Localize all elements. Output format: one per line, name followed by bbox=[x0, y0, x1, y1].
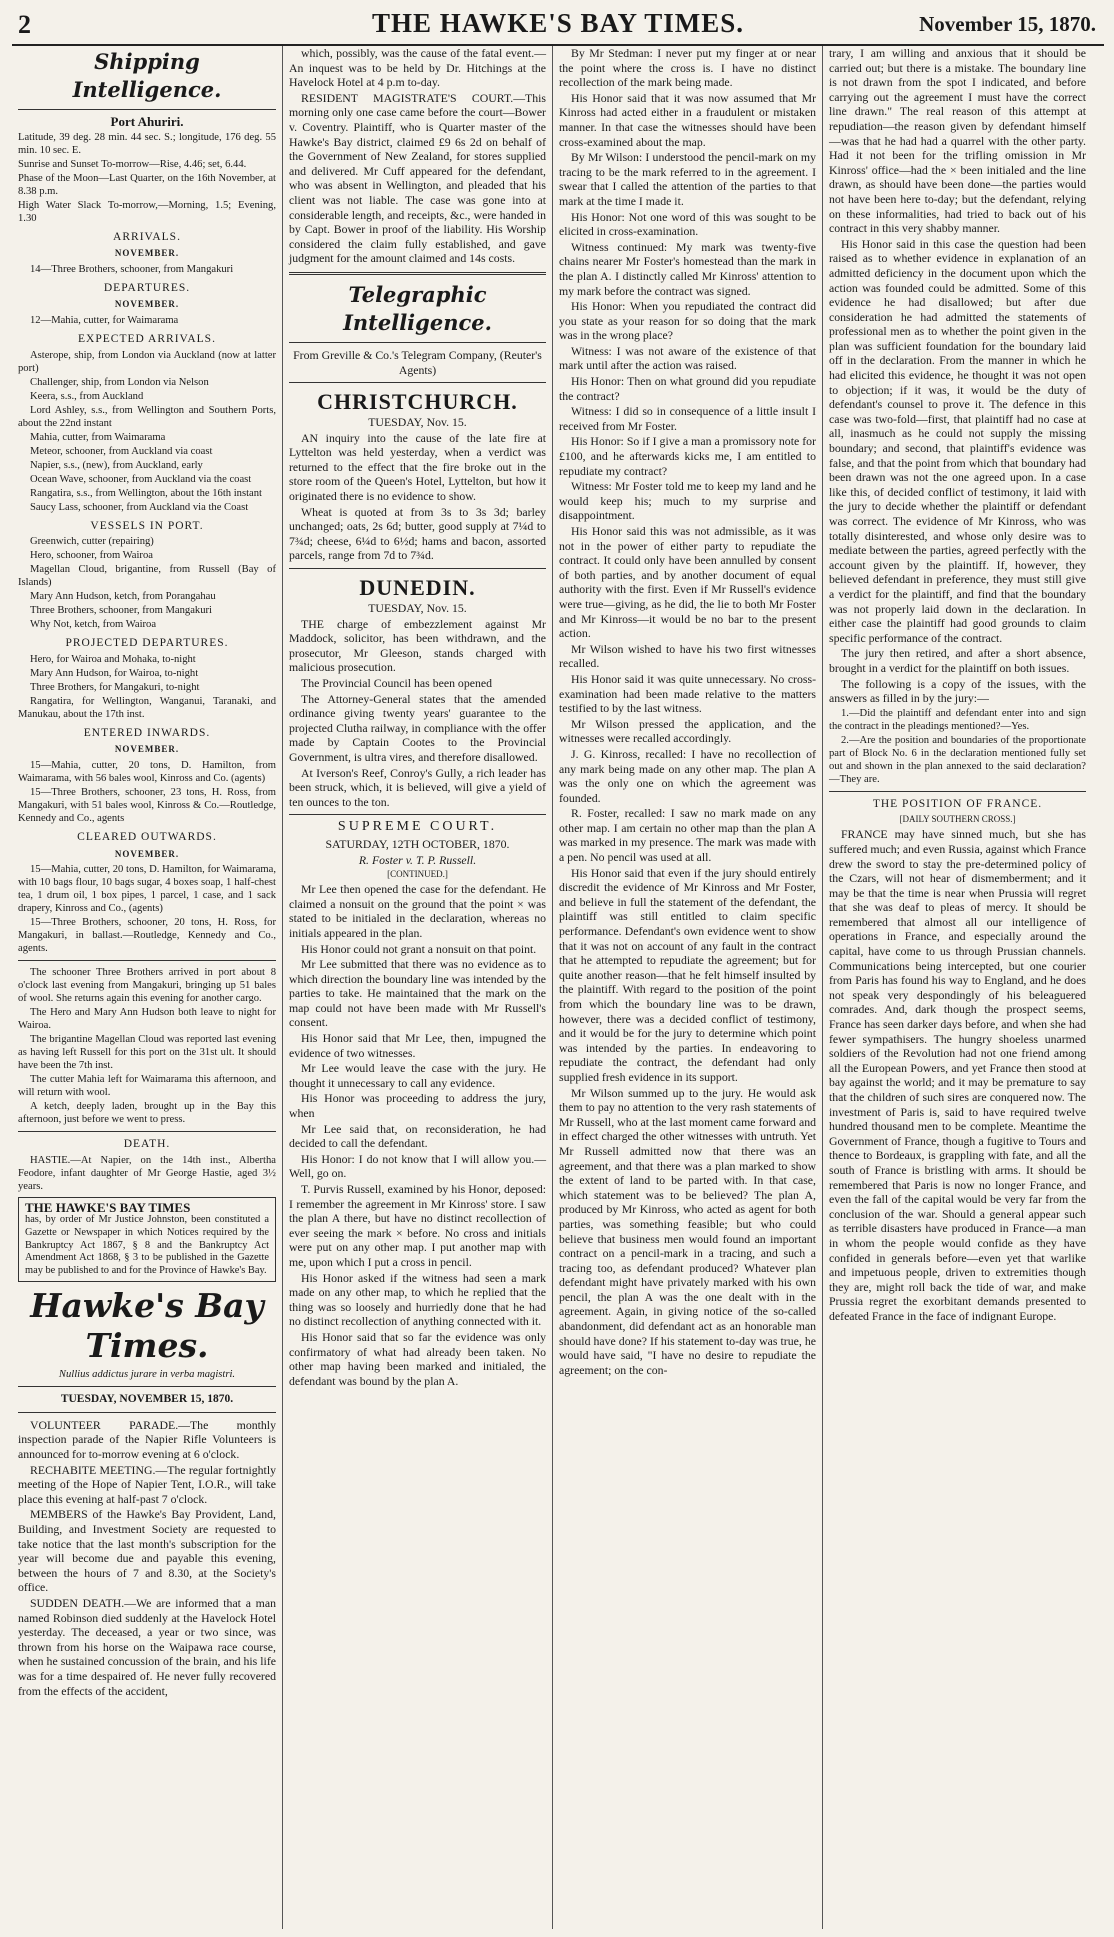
list-item: Asterope, ship, from London via Auckland (now at latter port) bbox=[18, 349, 276, 374]
court-paragraph: Mr Wilson pressed the application, and the witnesses were recalled accordingly. bbox=[559, 716, 816, 746]
news-paragraph: which, possibly, was the cause of the fatal event.—An inquest was to be held by Dr. Hitchings at the Havelock Hotel at 4 p.m to-day. bbox=[289, 46, 546, 90]
list-item: Hero, for Wairoa and Mohaka, to-night bbox=[30, 653, 196, 665]
continued-label: [CONTINUED.] bbox=[387, 869, 448, 880]
list-item: Mary Ann Hudson, for Wairoa, to-night bbox=[30, 667, 199, 679]
list-item: Three Brothers, for Mangakuri, to-night bbox=[30, 681, 200, 693]
court-paragraph: The jury then retired, and after a short absence, brought in a verdict for the plaintiff on both issues. bbox=[829, 646, 1086, 675]
high-water: High Water Slack To-morrow,—Morning, 1.5; Evening, 1.30 bbox=[18, 199, 276, 224]
list-item: Hero, schooner, from Wairoa bbox=[30, 550, 153, 562]
court-paragraph: By Mr Wilson: I understood the pencil-mark on my tracing to be the mark referred to in the agreement. I swear that I called the attention of the parties to that mark at the time I made it. bbox=[559, 150, 816, 208]
projected-heading: PROJECTED DEPARTURES. bbox=[65, 637, 229, 650]
news-paragraph: RECHABITE MEETING.—The regular fortnightly meeting of the Hope of Napier Tent, I.O.R., will take place this evening at half-past 7 o'clock. bbox=[18, 1462, 276, 1506]
court-paragraph: Mr Lee then opened the case for the defendant. He claimed a nonsuit on the ground that the point × was stated to be initialed in the declaration, whereas no initials appeared in the plan. bbox=[289, 882, 546, 940]
column-2 bbox=[282, 46, 552, 1929]
court-paragraph: His Honor: So if I give a man a promissory note for £100, and he afterwards kicks me, I am entitled to repudiate my contract? bbox=[559, 434, 816, 478]
cleared-month: NOVEMBER. bbox=[114, 848, 180, 859]
arrivals-heading: ARRIVALS. bbox=[113, 230, 181, 243]
gazette-notice-title: THE HAWKE'S BAY TIMES bbox=[25, 1199, 191, 1215]
paper-title: Hawke's Bay Times. bbox=[30, 1286, 264, 1366]
jury-issue: 1.—Did the plaintiff and defendant enter into and sign the contract in the pleadings mentioned?—Yes. bbox=[829, 707, 1086, 732]
news-paragraph: RESIDENT MAGISTRATE'S COURT.—This morning only one case came before the court—Bower v. Coventry. Plaintiff, who is Quarter master of the Hawke's Bay district, claimed £9 6s 2d on behalf of the Government of New Zealand, for stores supplied and delivered. Mr Cuff appeared for the defendant, who was absent in Wellington, and pleaded that his client was not liable. The case was gone into at considerable length, and receipts, &c., were handed in by Capt. Bower in proof of the liability. His Worship considered the claim fully established, and gave judgment for the amount claimed and 14s costs. bbox=[289, 90, 546, 266]
jury-issue: 2.—Are the position and boundaries of the proportionate part of Block No. 6 in the declaration mentioned fully set out and shown in the plan annexed to the said declaration?—They are. bbox=[829, 734, 1086, 785]
supreme-court-heading: SUPREME COURT. bbox=[337, 819, 498, 835]
court-paragraph: By Mr Stedman: I never put my finger at or near the point where the cross is. I have no distinct recollection of the mark being made. bbox=[559, 46, 816, 90]
sunrise: Sunrise and Sunset To-morrow—Rise, 4.46; set, 6.44. bbox=[18, 158, 247, 170]
court-paragraph: The following is a copy of the issues, with the answers as filled in by the jury:— bbox=[829, 676, 1086, 706]
death-notice: HASTIE.—At Napier, on the 14th inst., Albertha Feodore, infant daughter of Mr George Hastie, aged 3½ years. bbox=[18, 1154, 276, 1192]
news-paragraph: Wheat is quoted at from 3s to 3s 3d; barley unchanged; oats, 2s 6d; butter, good supply at 7¼d to 7¾d; cheese, 6¼d to 6½d; hams and bacon, assorted parcels, range from 7d to 7¾d. bbox=[289, 504, 546, 563]
departures-month: NOVEMBER. bbox=[114, 299, 180, 310]
news-paragraph: AN inquiry into the cause of the late fire at Lyttelton was held yesterday, when a verdict was returned to the effect that the fire broke out in the store room of the Queen's Hotel, Lyttelton, but how it originated there is no evidence to show. bbox=[289, 430, 546, 504]
port-heading: Port Ahuriri. bbox=[110, 114, 184, 129]
column-1 bbox=[12, 46, 282, 1929]
france-heading: THE POSITION OF FRANCE. bbox=[872, 797, 1043, 810]
list-item: 15—Mahia, cutter, 20 tons, D. Hamilton, from Waimarama, with 56 bales wool, Kinross and Co. (agents) bbox=[18, 759, 276, 784]
arrivals-month: NOVEMBER. bbox=[114, 248, 180, 259]
editorial-date: TUESDAY, NOVEMBER 15, 1870. bbox=[60, 1393, 234, 1406]
court-paragraph: His Honor asked if the witness had seen a mark made on any other map, to which he replied that the thing was so loosely and hurriedly done that he had no distinct recollection of anything connected with it. bbox=[289, 1270, 546, 1329]
departures-heading: DEPARTURES. bbox=[103, 281, 191, 294]
news-paragraph: THE charge of embezzlement against Mr Maddock, solicitor, has been withdrawn, and the prosecutor, Mr Gleeson, stands charged with malicious prosecution. bbox=[289, 616, 546, 675]
list-item: Rangatira, s.s., from Wellington, about the 16th instant bbox=[30, 487, 262, 499]
court-paragraph: T. Purvis Russell, examined by his Honor, deposed: I remember the agreement in Mr Kinross' store. I saw the plan A there, but have no distinct recollection of ever seeing the mark × before. No cross and initials were put on any other map. I put another map with me, upon which I put a cross in pencil. bbox=[289, 1182, 546, 1269]
latitude: Latitude, 39 deg. 28 min. 44 sec. S.; longitude, 176 deg. 55 min. 10 sec. E. bbox=[18, 131, 276, 156]
court-paragraph: His Honor: Not one word of this was sought to be elicited in cross-examination. bbox=[559, 209, 816, 239]
shipping-note: The Hero and Mary Ann Hudson both leave to night for Wairoa. bbox=[18, 1007, 276, 1032]
newspaper-title: THE HAWKE'S BAY TIMES. bbox=[371, 8, 745, 38]
france-article: FRANCE may have sinned much, but she has suffered much; and even Russia, against which France drew the sword to stay the pre-determined policy of the Czars, will not hear of dismemberment; and it may be that the time is near when Prussia will regret that she was deaf to pleas of mercy. It should be remembered that almost all our intelligence of operations in France, and especially around the capital, have come to us through Prussian channels. Communications being intercepted, but one courier from Paris has found his way to England, and he does not speak very despondingly of his beleaguered comrades. And, dark though the prospect seems, France has seen darker days before, and when she had fewer sympathisers. The hungry shoeless unarmed soldiers of the Revolution had not one friend among all the European Powers, and yet France then stood at bay against the world; and it may be premature to say that the children of such sires are conquered now. The investment of Paris is, said to have required twelve hundred thousand men to be complete. Meantime the Government of France, though a fugitive to Tours and thence to Bordeaux, is grappling with fate, and all the south of France is bristling with arms. It should be remembered that Paris is now no longer France, and even the fall of the capital would be very far from the conclusion of the war. Should a general appear such as terrible disasters have produced in France—a man in whom the people would confide as they have confided in generals before—even yet that warlike and impetuous people, driven to extremities though they are, might roll back the tide of war, and make Prussia regret the exorbitant demands presented to defeated France in the face of indignant Europe. bbox=[829, 827, 1086, 1323]
court-paragraph: Mr Lee would leave the case with the jury. He thought it unnecessary to call any evidence. bbox=[289, 1061, 546, 1090]
dunedin-heading: DUNEDIN. bbox=[359, 575, 476, 601]
court-paragraph: His Honor said that even if the jury should entirely discredit the evidence of Mr Kinross and Mr Foster, and believe in full the statement of the defendant, the plaintiff was still entitled to claim specific performance. Defendant's own evidence went to show that it was not on account of any fault in the contract that he attempted to repudiate the agreement; but for quite another reason—that he felt himself insulted by the plaintiff. With regard to the position of the point from which the boundary line was to be drawn, however, there was a decided conflict of testimony, and it would be for the jury to determine which point was intended by the parties. In endeavoring to repudiate the contract, the defendant had only supplied fresh evidence in its support. bbox=[559, 865, 816, 1084]
court-paragraph: His Honor said that it was now assumed that Mr Kinross had acted either in a fraudulent or mistaken manner. In that case the witnesses should have been cross-examined about the map. bbox=[559, 90, 816, 149]
court-paragraph: His Honor: I do not know that I will allow you.—Well, go on. bbox=[289, 1151, 546, 1181]
court-paragraph: His Honor said that Mr Lee, then, impugned the evidence of two witnesses. bbox=[289, 1031, 546, 1060]
list-item: Why Not, ketch, from Wairoa bbox=[30, 619, 157, 631]
moon-phase: Phase of the Moon—Last Quarter, on the 16th November, at 8.38 p.m. bbox=[18, 172, 276, 197]
court-paragraph: Mr Wilson wished to have his two first witnesses recalled. bbox=[559, 641, 816, 671]
departures-entry: 12—Mahia, cutter, for Waimarama bbox=[30, 314, 179, 326]
news-paragraph: The Provincial Council has been opened bbox=[301, 676, 492, 690]
list-item: Mary Ann Hudson, ketch, from Porangahau bbox=[30, 591, 216, 603]
court-paragraph: J. G. Kinross, recalled: I have no recollection of any mark being made on any other map. The plan A was the only one on which the agreement was founded. bbox=[559, 746, 816, 805]
christchurch-heading: CHRISTCHURCH. bbox=[317, 389, 518, 415]
court-paragraph: Witness continued: My mark was twenty-five chains nearer Mr Foster's homestead than the mark in the plan A. I distinctly called Mr Kinross' attention to my mark before the contract was signed. bbox=[559, 239, 816, 298]
court-paragraph: His Honor said it was quite unnecessary. No cross-examination had been made relative to the matters testified to by the last witness. bbox=[559, 671, 816, 716]
list-item: Keera, s.s., from Auckland bbox=[30, 390, 144, 402]
list-item: Lord Ashley, s.s., from Wellington and Southern Ports, about the 22nd instant bbox=[18, 404, 276, 429]
gazette-notice-text: has, by order of Mr Justice Johnston, been constituted a Gazette or Newspaper in which Notices required by the Bankruptcy Act 1867, § 8 and the Bankruptcy Act Amendment Act 1868, § 3 to be published in the Gazette may be published to and for the Province of Hawke's Bay. bbox=[25, 1214, 269, 1276]
news-paragraph: VOLUNTEER PARADE.—The monthly inspection parade of the Napier Rifle Volunteers is announced for to-morrow evening at 6 o'clock. bbox=[18, 1417, 276, 1462]
court-paragraph: Witness: Mr Foster told me to keep my land and he would keep his; much to my surprise and disappointment. bbox=[559, 479, 816, 523]
court-paragraph: trary, I am willing and anxious that it should be carried out; but there is a mistake. The boundary line is not drawn from the spot I indicated, and before carrying out the agreement I must have the correct line drawn." The real reason of this attempt at repudiation—the reason given by defendant himself—was that he had had a quarrel with the other party. Had it not been for the trifling omission in Mr Kinross' office—had the × been initialed and the line drawn, as should have been done—the parties would not have been here to-day; but the defendant, relying on these informalities, had tried to back out of his contract in this very shabby manner. bbox=[829, 46, 1086, 236]
news-paragraph: The Attorney-General states that the amended ordinance giving twenty years' guarantee to the projected Clutha railway, in compliance with the offer made by Captain Cootes to the Provincial Government, is ultra vires, and therefore disallowed. bbox=[289, 691, 546, 764]
arrivals-entry: 14—Three Brothers, schooner, from Mangakuri bbox=[30, 263, 234, 275]
list-item: 15—Three Brothers, schooner, 23 tons, H. Ross, from Mangakuri, with 51 bales wool, Kinross & Co.—Routledge, Kennedy and Co., agents bbox=[18, 786, 276, 824]
france-source: [DAILY SOUTHERN CROSS.] bbox=[899, 814, 1016, 825]
motto: Nullius addictus jurare in verba magistri. bbox=[58, 1369, 236, 1381]
column-3 bbox=[552, 46, 822, 1929]
court-paragraph: His Honor said in this case the question had been raised as to whether evidence in explanation of an admitted deficiency in the document upon which the action was founded could be admitted. Some of this evidence he had disallowed; but after due consideration he had admitted the statements of professional men as to whether the point given in the plan was sufficient foundation for the boundary laid off in the declaration. From the manner in which he had elicited this evidence, he thought it was not open to objection; if it was, it would be the duty of defendant's counsel to prove it. The defence in this case was two-fold—first, that plaintiff had no case at all, inasmuch as he could not supply the missing boundary; and second, that plaintiff's evidence was false, and that the point from which that boundary had been drawn was not the one agreed upon. In a case like this, of decided conflict of testimony, it laid with the jury to decide whether the plaintiff or defendant was correct. The evidence of Mr Kinross, who was totally disinterested, and whose only desire was to mediate between the parties, agreed perfectly with the account given by the plaintiff. If, however, they believed defendant in preference, they must still give a verdict for the plaintiff, and find that the boundary was not properly laid down in the declaration. In either case the plaintiff had good grounds to claim specific performance of the contract. bbox=[829, 236, 1086, 645]
shipping-note: The cutter Mahia left for Waimarama this afternoon, and will return with wool. bbox=[18, 1074, 276, 1099]
court-date: SATURDAY, 12TH OCTOBER, 1870. bbox=[325, 836, 510, 851]
list-item: Challenger, ship, from London via Nelson bbox=[30, 376, 209, 388]
list-item: Saucy Lass, schooner, from Auckland via the Coast bbox=[30, 501, 249, 513]
court-paragraph: R. Foster, recalled: I saw no mark made on any other map. I am certain no other map than the plan A was marked in my presence. The mark was made with a pen. No pencil was used at all. bbox=[559, 806, 816, 865]
court-paragraph: His Honor was proceeding to address the jury, when bbox=[289, 1091, 546, 1121]
shipping-note: The schooner Three Brothers arrived in port about 8 o'clock last evening from Mangakuri, bringing up 51 bales of wool. She returns again this evening for another cargo. bbox=[18, 967, 276, 1005]
case-name: R. Foster v. T. P. Russell. bbox=[358, 852, 477, 867]
court-paragraph: Mr Lee said that, on reconsideration, he had decided to call the defendant. bbox=[289, 1121, 546, 1151]
issue-date: November 15, 1870. bbox=[919, 12, 1096, 36]
dunedin-date: TUESDAY, Nov. 15. bbox=[368, 601, 467, 616]
expected-heading: EXPECTED ARRIVALS. bbox=[78, 332, 216, 345]
gazette-notice bbox=[18, 1197, 276, 1283]
list-item: Napier, s.s., (new), from Auckland, early bbox=[30, 459, 203, 471]
list-item: Mahia, cutter, from Waimarama bbox=[30, 431, 166, 443]
page-number: 2 bbox=[18, 10, 31, 39]
list-item: Meteor, schooner, from Auckland via coast bbox=[30, 445, 213, 457]
cleared-heading: CLEARED OUTWARDS. bbox=[77, 830, 217, 843]
court-paragraph: His Honor: When you repudiated the contract did you state as your reason for so doing that the mark was in the wrong place? bbox=[559, 299, 816, 343]
court-paragraph: His Honor said that so far the evidence was only confirmatory of what had already been taken. No other map having been marked and initialed, the defendant was bound by the plan A. bbox=[289, 1329, 546, 1388]
list-item: Magellan Cloud, brigantine, from Russell (Bay of Islands) bbox=[18, 564, 276, 589]
vessels-heading: VESSELS IN PORT. bbox=[90, 519, 204, 532]
court-paragraph: Mr Wilson summed up to the jury. He would ask them to pay no attention to the very rash statements of Mr Russell, who at the last moment came forward and in effect charged the other witnesses with untruth. Yet Mr Russell admitted now that there was an agreement, and that there was a plan marked to show the extent of land to be parted with. In that case, which statement was to be believed? The plan A, produced by Mr Kinross, who acted as agent for both parties, was something feasible; but who could believe that business men would found an important contract on a pencil-mark in a tracing, and such a tracing too, as defendant produced? Whatever plan defendant might have privately marked with his own pencil, the plan A was the one dealt with in the agreement. Again, in giving notice of the so-called abandonment, did defendant act as an honorable man should have done? If his statement to-day was true, he would have said, "I have no desire to repudiate the agreement; on the con- bbox=[559, 1085, 816, 1377]
list-item: 15—Mahia, cutter, 20 tons, D. Hamilton, for Waimarama, with 10 bags flour, 10 bags sugar, 4 boxes soap, 1 half-chest tea, 1 drum oil, 1 box pipes, 1 parcel, 1 case, and 1 sack drapery, Kinross and Co., (agents) bbox=[18, 864, 276, 915]
entered-month: NOVEMBER. bbox=[114, 744, 180, 755]
shipping-heading: Shipping Intelligence. bbox=[72, 49, 222, 102]
news-paragraph: SUDDEN DEATH.—We are informed that a man named Robinson died suddenly at the Havelock Hotel yesterday. The deceased, a year or two since, was thrown from his horse on the Waipawa race course, when he sustained concussion of the brain, and his life was for a time despaired of. He never fully recovered from the effects of the accident, bbox=[18, 1596, 276, 1698]
list-item: 15—Three Brothers, schooner, 20 tons, H. Ross, for Mangakuri, in ballast.—Routledge, Kennedy and Co., agents. bbox=[18, 917, 276, 955]
telegraphic-source: From Greville & Co.'s Telegram Company, (Reuter's Agents) bbox=[293, 347, 542, 377]
court-paragraph: His Honor could not grant a nonsuit on that point. bbox=[301, 941, 537, 956]
column-4 bbox=[822, 46, 1092, 1929]
list-item: Ocean Wave, schooner, from Auckland via the coast bbox=[30, 473, 252, 485]
court-paragraph: Mr Lee submitted that there was no evidence as to which direction the boundary line was intended by the parties to take. He maintained that the mark on the map could not have been made with Mr Russell's consent. bbox=[289, 957, 546, 1030]
death-heading: DEATH. bbox=[123, 1138, 171, 1151]
shipping-note: A ketch, deeply laden, brought up in the Bay this afternoon, just before we went to press. bbox=[18, 1101, 276, 1126]
court-paragraph: Witness: I was not aware of the existence of that mark until after the action was raised. bbox=[559, 343, 816, 373]
entered-heading: ENTERED INWARDS. bbox=[83, 726, 211, 739]
court-paragraph: Witness: I did so in consequence of a little insult I received from Mr Foster. bbox=[559, 404, 816, 433]
list-item: Greenwich, cutter (repairing) bbox=[30, 536, 154, 548]
court-paragraph: His Honor: Then on what ground did you repudiate the contract? bbox=[559, 374, 816, 403]
shipping-note: The brigantine Magellan Cloud was reported last evening as having left Russell for this port on the 31st ult. It should have been the 7th inst. bbox=[18, 1034, 276, 1072]
list-item: Rangatira, for Wellington, Wanganui, Taranaki, and Manukau, about the 17th inst. bbox=[18, 695, 276, 720]
masthead bbox=[12, 6, 1104, 46]
telegraphic-heading: Telegraphic Intelligence. bbox=[343, 281, 492, 335]
columns bbox=[12, 46, 1104, 1929]
christchurch-date: TUESDAY, Nov. 15. bbox=[368, 415, 467, 430]
news-paragraph: At Iverson's Reef, Conroy's Gully, a rich leader has been struck, which, it is believed, will give a yield of ten ounces to the ton. bbox=[289, 765, 546, 809]
court-paragraph: His Honor said this was not admissible, as it was not in the power of either party to repudiate the contract. It could only have been annulled by consent of both parties, and by another document of equal authority with the first. Even if Mr Russell's evidence were true—giving, as he did, the lie to both Mr Foster and Mr Kinross—it would be no bar to the present action. bbox=[559, 524, 816, 641]
list-item: Three Brothers, schooner, from Mangakuri bbox=[30, 605, 212, 617]
news-paragraph: MEMBERS of the Hawke's Bay Provident, Land, Building, and Investment Society are requested to take notice that the last month's subscription for the year will become due and payable this evening, between the hours of 7 and 8.30, at the Society's office. bbox=[18, 1507, 276, 1595]
